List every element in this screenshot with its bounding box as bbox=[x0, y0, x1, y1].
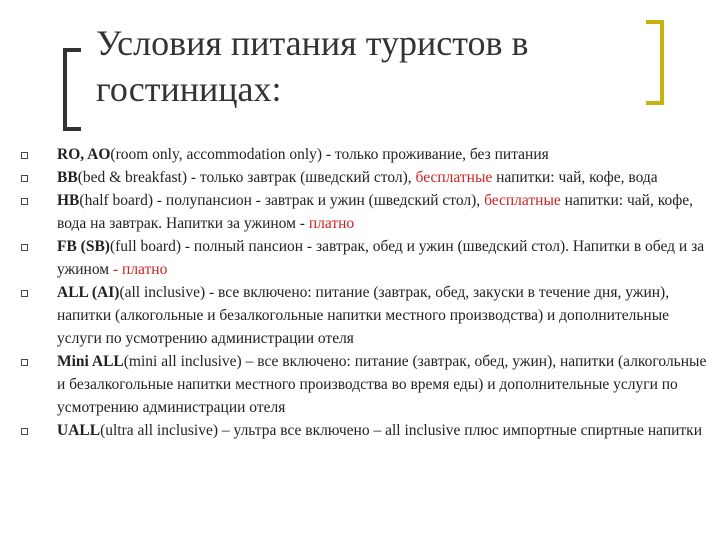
meal-plan-description-cont: напитки: чай, кофе, вода bbox=[492, 169, 658, 186]
meal-plan-description: (all inclusive) - все включено: питание (завтрак, обед, закуски в течение дня, ужин), напитки (алкогольные и безалкогольные напитки местного производства) и дополнительные услуги по усмотрению администрации отеля bbox=[57, 284, 670, 347]
list-item-uall bbox=[0, 419, 720, 442]
meal-plan-code: Mini ALL bbox=[57, 353, 124, 370]
list-item-ro-ao bbox=[0, 143, 720, 166]
square-bullet-icon bbox=[21, 290, 28, 297]
square-bullet-icon bbox=[21, 359, 28, 366]
highlight-free: бесплатные bbox=[415, 169, 493, 186]
meal-plan-code: RO, AO bbox=[57, 146, 111, 163]
meal-plan-description: (ultra all inclusive) – ультра все включено – all inclusive плюс импортные спиртные напитки bbox=[100, 422, 703, 439]
meal-plan-description: (full board) - полный пансион - завтрак, обед и ужин (шведский стол). Напитки в обед и за ужином bbox=[57, 238, 705, 278]
list-item-bb bbox=[0, 166, 720, 189]
meal-plan-code: BB bbox=[57, 169, 78, 186]
meal-plan-description: (mini all inclusive) – все включено: питание (завтрак, обед, ужин), напитки (алкогольные и безалкогольные напитки местного производства во время еды) и дополнительные услуги по усмотрению администрации отеля bbox=[57, 353, 707, 416]
meal-plan-code: FB (SB) bbox=[57, 238, 110, 255]
meal-plan-description: (room only, accommodation only) - только проживание, без питания bbox=[110, 146, 549, 163]
title-right-bracket bbox=[646, 20, 664, 105]
square-bullet-icon bbox=[21, 198, 28, 205]
square-bullet-icon bbox=[21, 244, 28, 251]
meal-plan-description-cont: напитки: чай, кофе, вода на завтрак. Напитки за ужином - bbox=[57, 192, 693, 232]
list-item-fb bbox=[0, 235, 720, 281]
list-item-mini-all bbox=[0, 350, 720, 419]
meal-plan-code: ALL (AI) bbox=[57, 284, 120, 301]
highlight-free: бесплатные bbox=[484, 192, 561, 209]
highlight-paid: - платно bbox=[112, 261, 168, 278]
list-item-all bbox=[0, 281, 720, 350]
meal-plan-list bbox=[0, 143, 720, 442]
title-left-bracket bbox=[63, 48, 81, 131]
meal-plan-description: (bed & breakfast) - только завтрак (шведский стол), bbox=[77, 169, 416, 186]
square-bullet-icon bbox=[21, 428, 28, 435]
meal-plan-code: HB bbox=[57, 192, 80, 209]
meal-plan-code: UALL bbox=[57, 422, 101, 439]
highlight-paid: платно bbox=[308, 215, 355, 232]
square-bullet-icon bbox=[21, 152, 28, 159]
list-item-hb bbox=[0, 189, 720, 235]
slide-title: Условия питания туристов в гостиницах: bbox=[96, 23, 529, 109]
meal-plan-description: (half board) - полупансион - завтрак и ужин (шведский стол), bbox=[79, 192, 485, 209]
square-bullet-icon bbox=[21, 175, 28, 182]
